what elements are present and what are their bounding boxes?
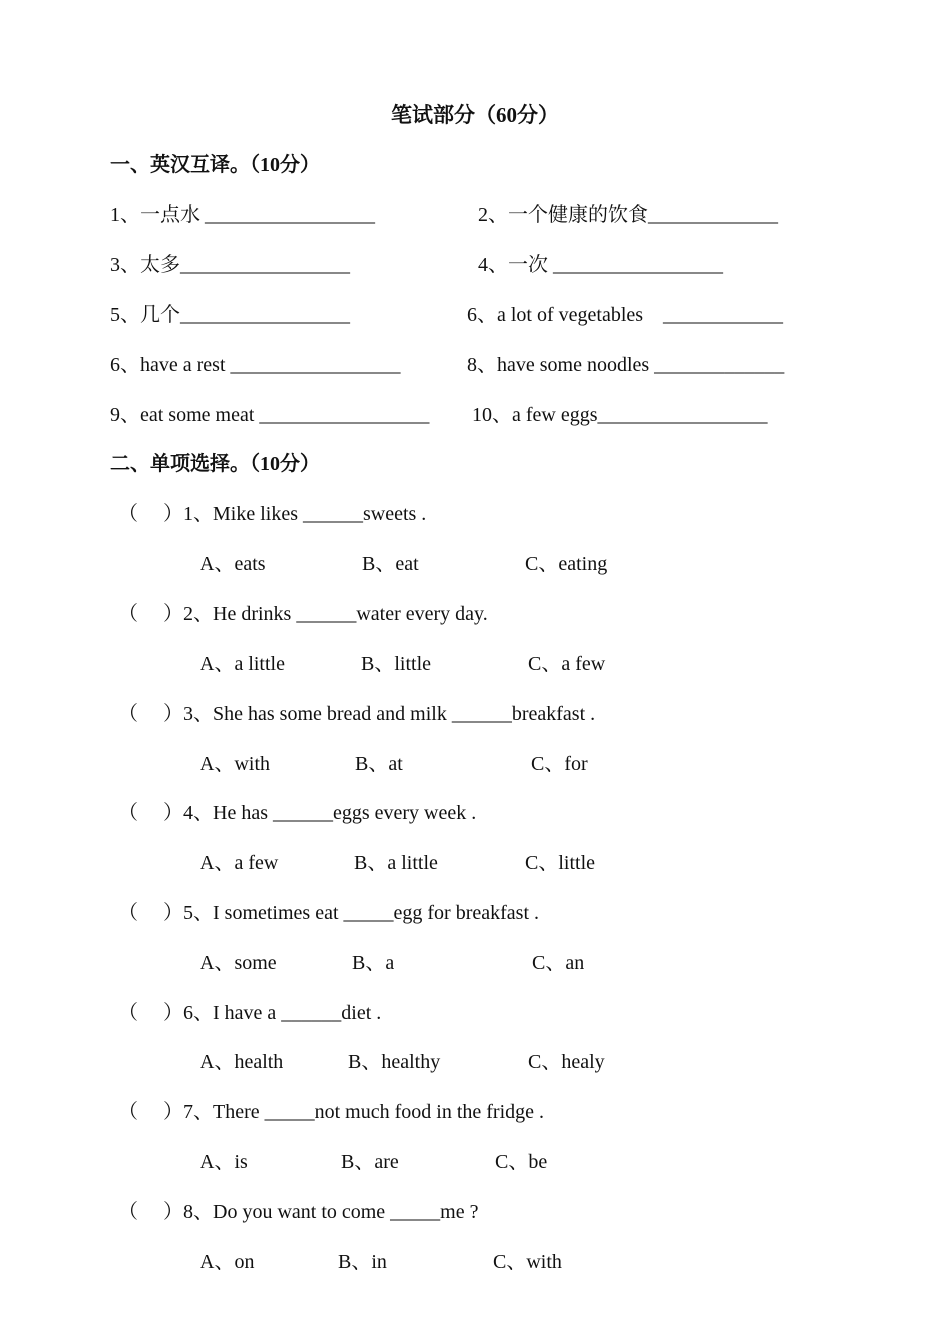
question-2: （ ）2、He drinks ______water every day. xyxy=(118,603,488,625)
translation-item-8: 8、have some noodles _____________ xyxy=(467,354,785,376)
question-5: （ ）5、I sometimes eat _____egg for breakfast . xyxy=(118,902,540,924)
q3-option-c: C、for xyxy=(531,753,588,775)
question-4: （ ）4、He has ______eggs every week . xyxy=(118,802,477,824)
q3-option-b: B、at xyxy=(355,753,403,775)
translation-item-10: 10、a few eggs_________________ xyxy=(472,404,768,426)
section2-heading: 二、单项选择。（10分） xyxy=(110,453,320,475)
q1-option-b: B、eat xyxy=(362,553,419,575)
translation-item-5: 5、几个_________________ xyxy=(110,304,350,326)
q5-option-b: B、a xyxy=(352,952,395,974)
q3-option-a: A、with xyxy=(200,753,270,775)
q4-option-b: B、a little xyxy=(354,852,438,874)
page-title: 笔试部分（60分） xyxy=(391,103,559,127)
translation-item-6: 6、a lot of vegetables ____________ xyxy=(467,304,784,326)
q2-option-c: C、a few xyxy=(528,653,606,675)
q6-option-a: A、health xyxy=(200,1051,284,1073)
q1-option-c: C、eating xyxy=(525,553,608,575)
translation-item-1: 1、一点水 _________________ xyxy=(110,204,375,226)
translation-item-3: 3、太多_________________ xyxy=(110,254,350,276)
question-6: （ ）6、I have a ______diet . xyxy=(118,1002,382,1024)
translation-item-7: 6、have a rest _________________ xyxy=(110,354,401,376)
q5-option-a: A、some xyxy=(200,952,277,974)
q7-option-b: B、are xyxy=(341,1151,399,1173)
q4-option-a: A、a few xyxy=(200,852,279,874)
question-7: （ ）7、There _____not much food in the fridge . xyxy=(118,1101,545,1123)
translation-item-9: 9、eat some meat _________________ xyxy=(110,404,430,426)
q4-option-c: C、little xyxy=(525,852,595,874)
q2-option-b: B、little xyxy=(361,653,431,675)
translation-item-4: 4、一次 _________________ xyxy=(478,254,723,276)
q2-option-a: A、a little xyxy=(200,653,285,675)
q8-option-b: B、in xyxy=(338,1251,387,1273)
q5-option-c: C、an xyxy=(532,952,585,974)
q8-option-a: A、on xyxy=(200,1251,255,1273)
section1-heading: 一、英汉互译。（10分） xyxy=(110,154,320,176)
q7-option-c: C、be xyxy=(495,1151,548,1173)
q7-option-a: A、is xyxy=(200,1151,248,1173)
q1-option-a: A、eats xyxy=(200,553,266,575)
question-8: （ ）8、Do you want to come _____me ? xyxy=(118,1201,479,1223)
translation-item-2: 2、一个健康的饮食_____________ xyxy=(478,204,778,226)
q8-option-c: C、with xyxy=(493,1251,562,1273)
q6-option-c: C、healy xyxy=(528,1051,605,1073)
question-3: （ ）3、She has some bread and milk ______breakfast . xyxy=(118,703,596,725)
q6-option-b: B、healthy xyxy=(348,1051,441,1073)
question-1: （ ）1、Mike likes ______sweets . xyxy=(118,503,427,525)
